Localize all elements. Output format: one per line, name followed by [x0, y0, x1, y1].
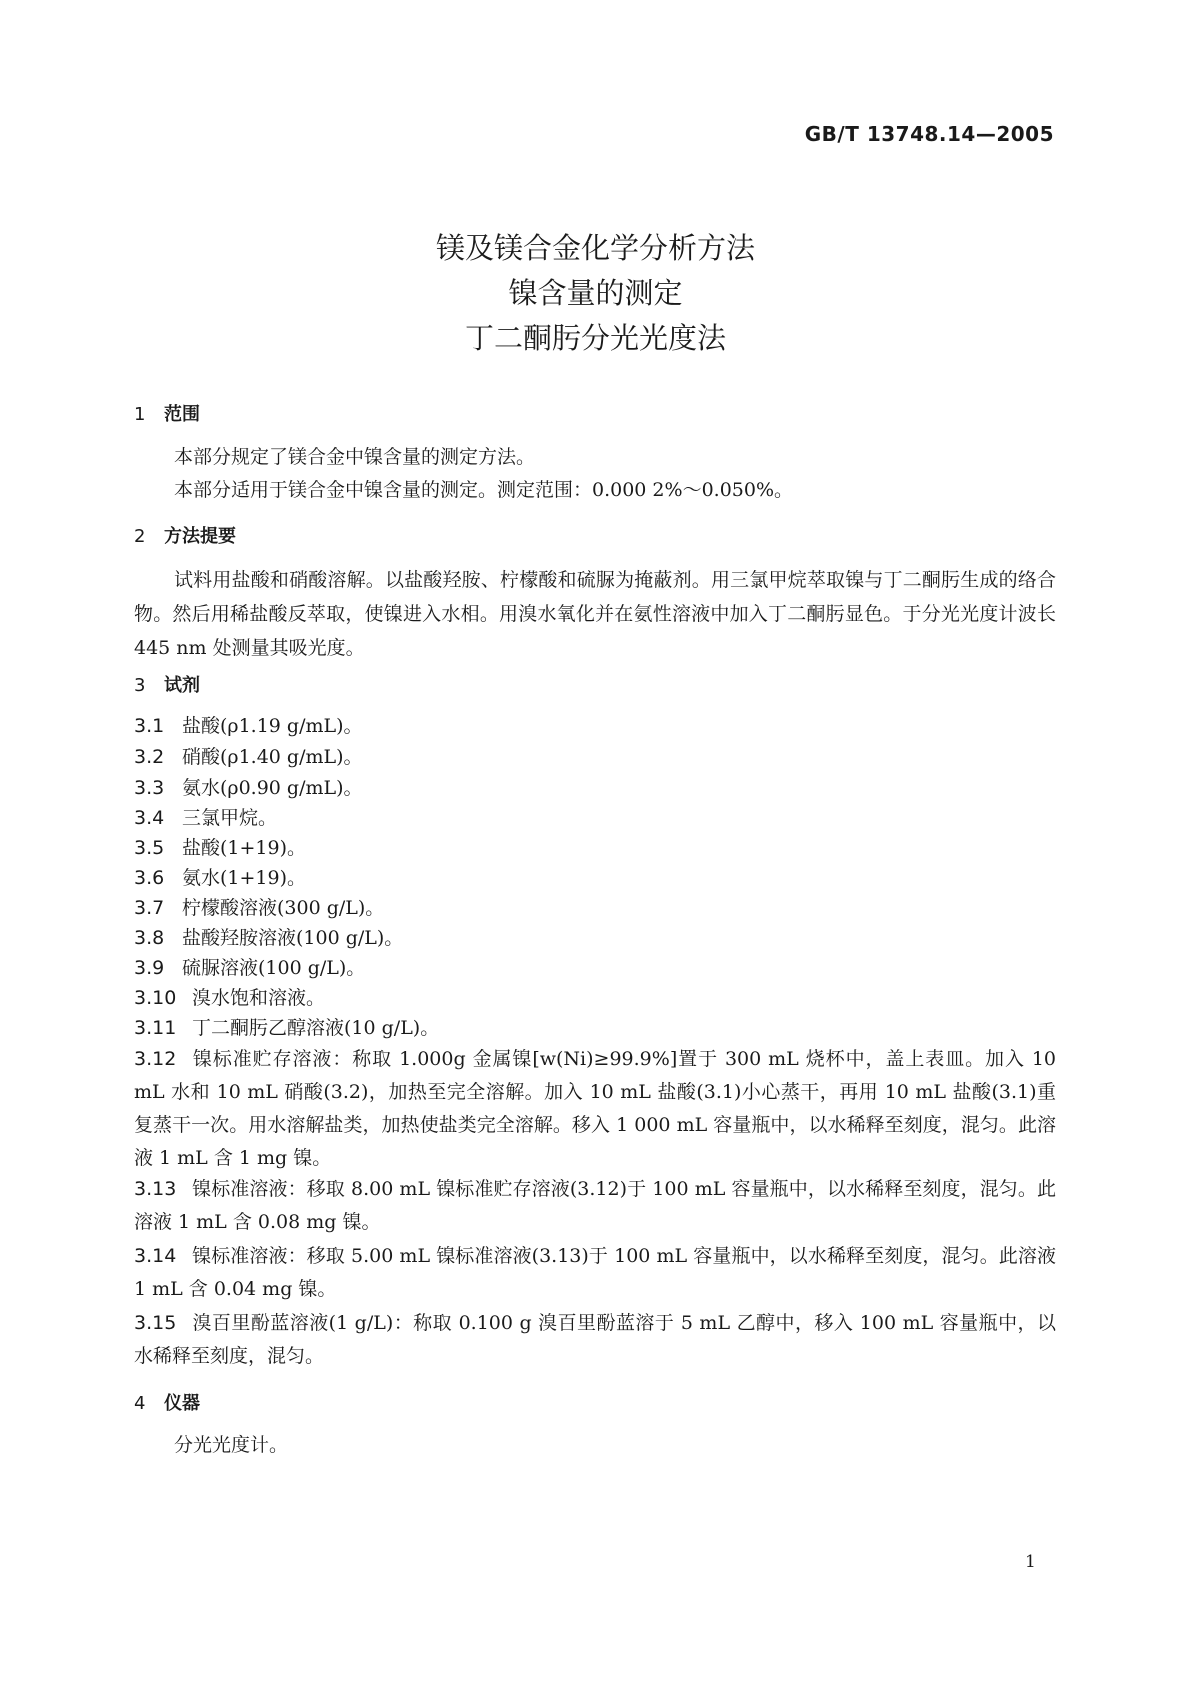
- item-number: 3.10: [134, 987, 177, 1009]
- section-title: 试剂: [164, 675, 200, 696]
- reagent-item: [134, 802, 1056, 835]
- reagent-item: [134, 922, 1056, 955]
- reagent-item: [134, 1173, 1056, 1239]
- item-number: 3.13: [134, 1178, 177, 1200]
- item-number: 3.3: [134, 777, 165, 799]
- item-number: 3.1: [134, 715, 165, 737]
- section-1-paragraph-2: 本部分适用于镁合金中镍含量的测定。测定范围：0.000 2%～0.050%。: [174, 479, 794, 501]
- section-4-heading: [134, 1389, 200, 1415]
- section-number: 4: [134, 1393, 146, 1414]
- reagent-item: [134, 741, 1056, 774]
- reagent-item: [134, 1012, 1056, 1045]
- item-text: 硫脲溶液(100 g/L)。: [182, 957, 366, 979]
- section-title: 仪器: [164, 1393, 200, 1414]
- reagent-item: [134, 832, 1056, 865]
- title-line-3: 丁二酮肟分光光度法: [464, 321, 726, 355]
- title-line-2: 镍含量的测定: [508, 276, 683, 310]
- item-text: 盐酸(ρ1.19 g/mL)。: [182, 715, 363, 737]
- item-text: 镍标准贮存溶液：称取 1.000g 金属镍[w(Ni)≥99.9%]置于 300 mL 烧杯中，盖上表皿。加入 10 mL 水和 10 mL 硝酸(3.2)，加热至完全溶解。加入 10 mL 盐酸(3.1)小心蒸干，再用 10 mL 盐酸(3.1)重复蒸干一次。用水溶解盐类，加热使盐类完全溶解。移入 1 000 mL 容量瓶中，以水稀释至刻度，混匀。此溶液 1 mL 含 1 mg 镍。: [134, 1048, 1056, 1169]
- item-text: 溴水饱和溶液。: [192, 987, 326, 1009]
- reagent-item: [134, 1240, 1056, 1306]
- reagent-item: [134, 892, 1056, 925]
- reagent-item: [134, 982, 1056, 1015]
- item-number: 3.6: [134, 867, 165, 889]
- section-title: 方法提要: [164, 526, 236, 547]
- section-number: 1: [134, 404, 146, 425]
- section-number: 3: [134, 675, 146, 696]
- reagent-item: [134, 952, 1056, 985]
- item-text: 氨水(1+19)。: [182, 867, 307, 889]
- reagent-item: [134, 862, 1056, 895]
- item-text: 氨水(ρ0.90 g/mL)。: [182, 777, 363, 799]
- reagent-item: [134, 1307, 1056, 1373]
- item-number: 3.5: [134, 837, 165, 859]
- section-1-heading: [134, 400, 200, 426]
- reagent-item: [134, 772, 1056, 805]
- section-1-paragraph-1: 本部分规定了镁合金中镍含量的测定方法。: [174, 446, 536, 468]
- item-text: 溴百里酚蓝溶液(1 g/L)：称取 0.100 g 溴百里酚蓝溶于 5 mL 乙醇中，移入 100 mL 容量瓶中，以水稀释至刻度，混匀。: [134, 1312, 1056, 1367]
- section-4-paragraph: 分光光度计。: [174, 1434, 289, 1456]
- item-number: 3.9: [134, 957, 165, 979]
- section-2-heading: [134, 522, 236, 548]
- item-text: 镍标准溶液：移取 8.00 mL 镍标准贮存溶液(3.12)于 100 mL 容量瓶中，以水稀释至刻度，混匀。此溶液 1 mL 含 0.08 mg 镍。: [134, 1178, 1056, 1233]
- item-text: 盐酸羟胺溶液(100 g/L)。: [182, 927, 404, 949]
- item-number: 3.2: [134, 746, 165, 768]
- reagent-item: [134, 710, 1056, 743]
- item-number: 3.7: [134, 897, 165, 919]
- page-number: 1: [1025, 1552, 1036, 1572]
- item-text: 丁二酮肟乙醇溶液(10 g/L)。: [192, 1017, 440, 1039]
- section-title: 范围: [164, 404, 200, 425]
- item-number: 3.12: [134, 1048, 177, 1070]
- item-text: 柠檬酸溶液(300 g/L)。: [182, 897, 385, 919]
- item-text: 硝酸(ρ1.40 g/mL)。: [182, 746, 363, 768]
- item-text: 镍标准溶液：移取 5.00 mL 镍标准溶液(3.13)于 100 mL 容量瓶中，以水稀释至刻度，混匀。此溶液 1 mL 含 0.04 mg 镍。: [134, 1245, 1056, 1300]
- title-line-1: 镁及镁合金化学分析方法: [435, 231, 755, 265]
- item-number: 3.11: [134, 1017, 177, 1039]
- item-text: 三氯甲烷。: [182, 807, 278, 829]
- section-3-heading: [134, 671, 200, 697]
- section-number: 2: [134, 526, 146, 547]
- item-text: 盐酸(1+19)。: [182, 837, 307, 859]
- document-title: [0, 226, 1191, 361]
- item-number: 3.4: [134, 807, 165, 829]
- item-number: 3.15: [134, 1312, 177, 1334]
- section-2-paragraph: 试料用盐酸和硝酸溶解。以盐酸羟胺、柠檬酸和硫脲为掩蔽剂。用三氯甲烷萃取镍与丁二酮肟生成的络合物。然后用稀盐酸反萃取，使镍进入水相。用溴水氧化并在氨性溶液中加入丁二酮肟显色。于分光光度计波长 445 nm 处测量其吸光度。: [134, 569, 1056, 659]
- item-number: 3.8: [134, 927, 165, 949]
- standard-number: GB/T 13748.14—2005: [804, 122, 1054, 146]
- reagent-item: [134, 1043, 1056, 1175]
- item-number: 3.14: [134, 1245, 177, 1267]
